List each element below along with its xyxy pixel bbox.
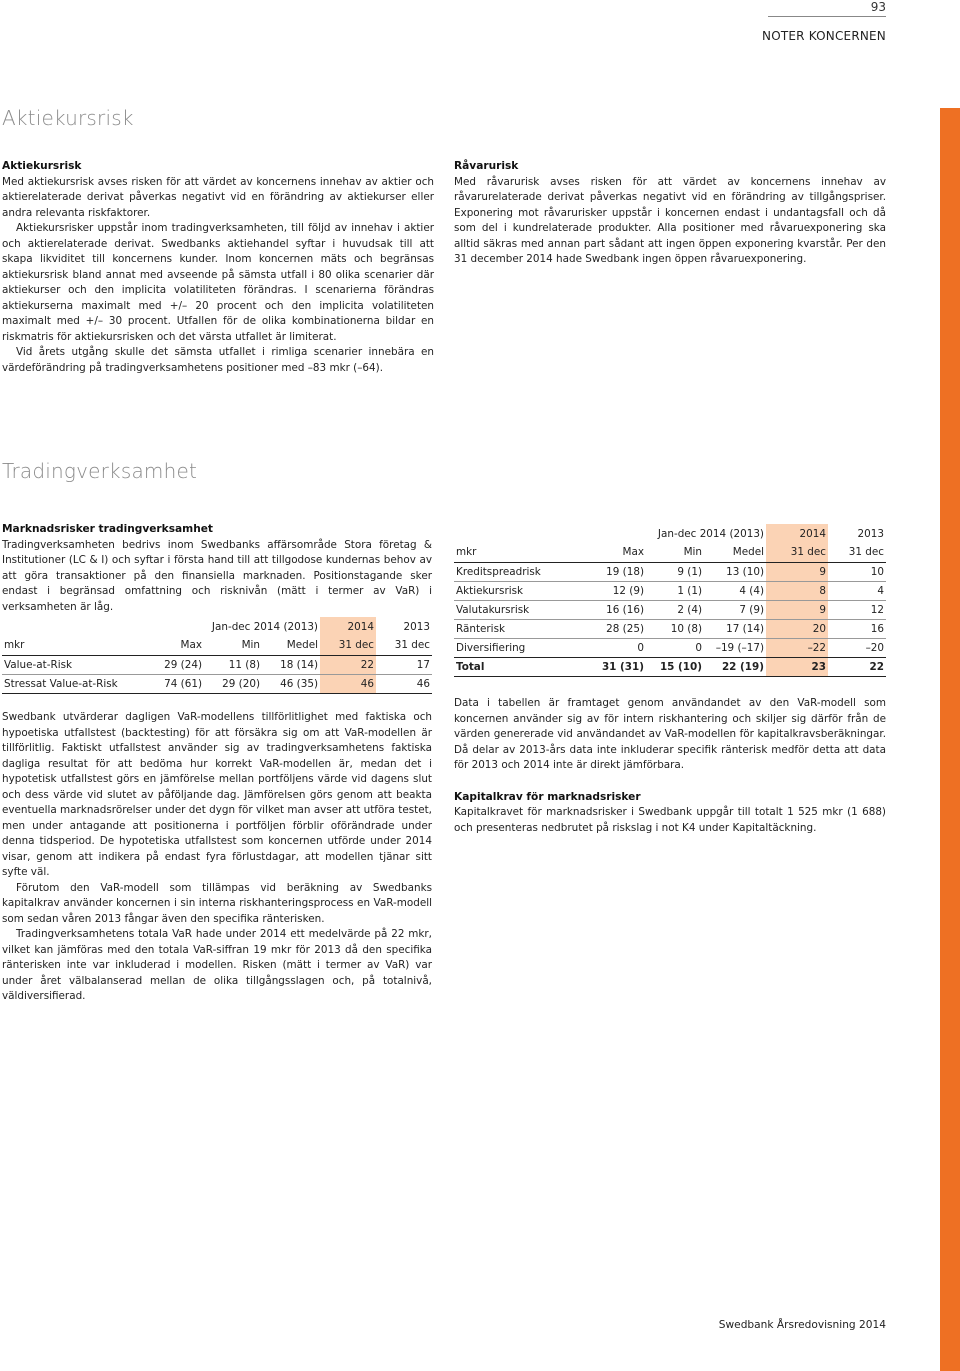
table-row: Stressat Value-at-Risk 74 (61) 29 (20) 46 (35) 46 46	[2, 674, 432, 693]
page-number: 93	[870, 0, 886, 14]
table-column-header: 31 dec	[320, 636, 376, 655]
orange-side-bar	[940, 108, 960, 1371]
running-head: NOTER KONCERNEN	[762, 29, 886, 43]
table-column-header: Min	[646, 543, 704, 562]
table-row: Value-at-Risk 29 (24) 11 (8) 18 (14) 22 17	[2, 655, 432, 674]
table-row: Diversifiering 0 0 –19 (–17) –22 –20	[454, 638, 886, 657]
paragraph: Kapitalkravet för marknadsrisker i Swedbank uppgår till totalt 1 525 mkr (1 688) och presenteras nedbrutet på riskslag i not K4 under Kapitaltäckning.	[454, 806, 886, 834]
table-row: Aktiekursrisk 12 (9) 1 (1) 4 (4) 8 4	[454, 581, 886, 600]
page-footer: Swedbank Årsredovisning 2014	[718, 1319, 886, 1331]
header-rule	[768, 16, 886, 17]
paragraph: Aktiekursrisker uppstår inom tradingverksamheten, till följd av innehav i aktier och aktierelaterade derivat. Swedbanks aktiehandel syftar i huvudsak till att skapa likviditet till koncernens kunder. Inom koncernen mäts och begränsas aktiekursrisk bland annat med avseende på sämsta utfall i 80 olika scenarier där aktiekurser och den implicita volatiliteten förändras. I scenarierna förändras aktiekurserna maximalt med +/– 20 procent och den implicita volatiliteten maximalt med +/– 30 procent. Utfallen för de olika kombinationerna bildar en riskmatris för aktiekursrisken och det värsta utfallet är limiterat.	[2, 222, 434, 343]
paragraph: Med råvarurisk avses risken för att värdet av koncernens innehav av råvarurelaterade derivat påverkas negativt vid en förändring av tillgångspriser. Exponering mot råvarurisker uppstår i koncernen endast i undantagsfall och då som del i kundrelaterade produkter. Alla positioner med råvaruexponering ska alltid säkras med annan part sådant att ingen öppen exponering kvarstår. Per den 31 december 2014 hade Swedbank ingen öppen råvaruexponering.	[454, 175, 886, 265]
paragraph: Data i tabellen är framtaget genom användandet av den VaR-modell som koncernen använder sig av för intern riskhantering och skiljer sig därför från de värden genererade vid användandet av VaR-modellen för kapitalkravsberäkningar. Då delar av 2013-års data inte inkluderar specifik ränterisk medför detta att data för 2013 och 2014 inte är direkt jämförbara.	[454, 697, 886, 771]
table-column-header: Medel	[262, 636, 320, 655]
aktiekursrisk-text-column	[2, 159, 434, 376]
table-column-header: Min	[204, 636, 262, 655]
ravarurisk-text-column	[454, 159, 886, 268]
var-table-notes-column	[454, 696, 886, 836]
backtesting-text-column	[2, 710, 432, 1005]
table-total-row: Total 31 (31) 15 (10) 22 (19) 23 22	[454, 657, 886, 676]
table-column-header: 31 dec	[766, 543, 828, 562]
table-column-header: Max	[142, 636, 204, 655]
table-row: Kreditspreadrisk 19 (18) 9 (1) 13 (10) 9 10	[454, 562, 886, 581]
table-column-header: Max	[572, 543, 646, 562]
subheading-ravarurisk: Råvarurisk	[454, 160, 519, 172]
table-group-header: Jan-dec 2014 (2013)	[657, 527, 764, 540]
table-year-header: 2014	[320, 617, 376, 636]
section-title-tradingverksamhet: Tradingverksamhet	[2, 459, 198, 483]
table-row: Valutakursrisk 16 (16) 2 (4) 7 (9) 9 12	[454, 600, 886, 619]
paragraph: Med aktiekursrisk avses risken för att värdet av koncernens innehav av aktier och aktierelaterade derivat påverkas negativt vid en förändring av aktiekurser eller andra relevanta riskfaktorer.	[2, 175, 434, 219]
table-group-header: Jan-dec 2014 (2013)	[211, 620, 318, 633]
table-year-header: 2013	[857, 527, 884, 540]
paragraph: Tradingverksamheten bedrivs inom Swedbanks affärsområde Stora företag & Institutioner (LC & I) och syftar i första hand till att tillgodose kundernas behov av att göra transaktioner på den finansiella marknaden. Positionstagande sker endast i begränsad omfattning och risknivån (mätt i termer av VaR) i verksamheten är låg.	[2, 538, 432, 613]
table-year-header: 2014	[766, 524, 828, 543]
subheading-aktiekursrisk: Aktiekursrisk	[2, 160, 82, 172]
subheading-kapitalkrav: Kapitalkrav för marknadsrisker	[454, 790, 641, 803]
table-column-header: mkr	[454, 543, 572, 562]
table-column-header: 31 dec	[828, 543, 886, 562]
table-column-header: mkr	[2, 636, 142, 655]
table-row: Ränterisk 28 (25) 10 (8) 17 (14) 20 16	[454, 619, 886, 638]
paragraph: Förutom den VaR-modell som tillämpas vid beräkning av Swedbanks kapitalkrav använder koncernen i sin interna riskhanteringsprocess en VaR-modell som sedan våren 2013 fångar även den specifika ränterisken.	[2, 881, 432, 925]
var-by-risk-type-table	[454, 524, 886, 677]
table-column-header: Medel	[704, 543, 766, 562]
subheading-marknadsrisker: Marknadsrisker tradingverksamhet	[2, 523, 213, 535]
paragraph: Tradingverksamhetens totala VaR hade under 2014 ett medelvärde på 22 mkr, vilket kan jämföras med den totala VaR-siffran 19 mkr för 2013 då den specifika ränterisken inte var inkluderad i modellen. Risken (mätt i termer av VaR) var under året välbalanserad mellan de olika tillgångsslagen och, på totalnivå, väldiversifierad.	[2, 928, 432, 1002]
table-column-header: 31 dec	[376, 636, 432, 655]
var-summary-table	[2, 617, 432, 694]
section-title-aktiekursrisk: Aktiekursrisk	[2, 106, 134, 130]
paragraph: Swedbank utvärderar dagligen VaR-modellens tillförlitlighet med faktiska och hypoetiska utfallstest (backtesting) för att försäkra sig om att VaR-modellen är tillförlitlig. Faktiskt utfallstest använder sig av tradingverksamhetens faktiska dagliga resultat för att bedöma hur korrekt VaR-modellen är, medan det i hypotetisk utfallstest görs en jämförelse mellan portföljens värde vid dagens slut och dess värde vid slutet av påföljande dag. Jämförelsen görs genom att beakta eventuella marknadsrörelser under det dygn för vilket man avser att utföra testet, men under antagande att positionerna i portföljen förblir oförändrade under denna tidsperiod. De hypotetiska utfallstest som koncernen utförde under 2014 visar, genom att indikera på endast fyra förlustdagar, att modellen tjänar sitt syfte väl.	[2, 711, 432, 878]
table-year-header: 2013	[403, 620, 430, 633]
marknadsrisker-intro	[2, 522, 432, 615]
paragraph: Vid årets utgång skulle det sämsta utfallet i rimliga scenarier innebära en värdeförändring på tradingverksamhetens positioner med –83 mkr (–64).	[2, 346, 434, 374]
